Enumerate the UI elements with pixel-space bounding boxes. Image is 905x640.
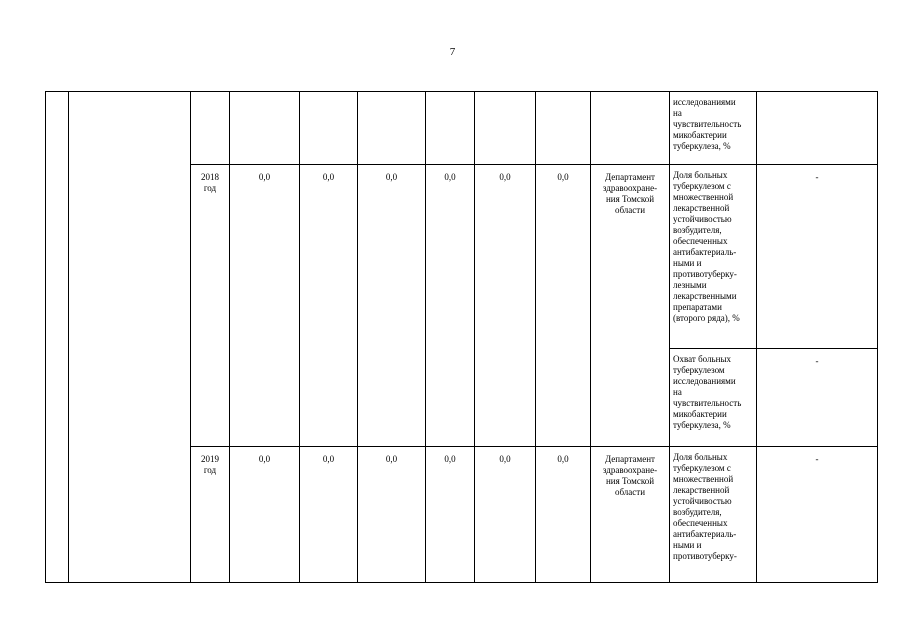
value-cell: 0,0 <box>536 447 591 583</box>
table-row <box>46 92 878 165</box>
measure-name-cell <box>69 92 191 583</box>
program-table <box>45 91 878 583</box>
year-cell: 2018 год <box>191 165 230 447</box>
executor-cell <box>591 92 670 165</box>
value-cell <box>358 92 426 165</box>
value-cell: 0,0 <box>300 447 358 583</box>
value-cell: 0,0 <box>426 165 475 447</box>
value-cell <box>475 92 536 165</box>
value-cell <box>536 92 591 165</box>
value-cell: 0,0 <box>475 447 536 583</box>
year-cell <box>191 92 230 165</box>
number-cell <box>46 92 69 583</box>
value-cell: 0,0 <box>426 447 475 583</box>
target-value-cell: - <box>757 165 878 349</box>
executor-cell: Департамент здравоохране- ния Томской области <box>591 447 670 583</box>
executor-cell: Департамент здравоохране- ния Томской области <box>591 165 670 447</box>
target-value-cell <box>757 92 878 165</box>
target-value-cell: - <box>757 447 878 583</box>
value-cell <box>426 92 475 165</box>
value-cell: 0,0 <box>230 165 300 447</box>
page-number: 7 <box>449 46 456 58</box>
value-cell: 0,0 <box>475 165 536 447</box>
value-cell: 0,0 <box>536 165 591 447</box>
value-cell <box>300 92 358 165</box>
target-value-cell: - <box>757 349 878 447</box>
value-cell: 0,0 <box>358 447 426 583</box>
value-cell: 0,0 <box>230 447 300 583</box>
value-cell: 0,0 <box>358 165 426 447</box>
value-cell <box>230 92 300 165</box>
value-cell: 0,0 <box>300 165 358 447</box>
indicator-cell: Доля больных туберкулезом с множественной лекарственной устойчивостью возбудителя, обеспеченных антибактериаль- ными и противотуберку- <box>670 447 757 583</box>
year-cell: 2019 год <box>191 447 230 583</box>
indicator-cell: исследованиями на чувствительность микобактерии туберкулеза, % <box>670 92 757 165</box>
indicator-cell: Охват больных туберкулезом исследованиями на чувствительность микобактерии туберкулеза, % <box>670 349 757 447</box>
indicator-cell: Доля больных туберкулезом с множественной лекарственной устойчивостью возбудителя, обеспеченных антибактериаль- ными и противотуберку- лезными лекарственными препаратами (второго ряда), % <box>670 165 757 349</box>
